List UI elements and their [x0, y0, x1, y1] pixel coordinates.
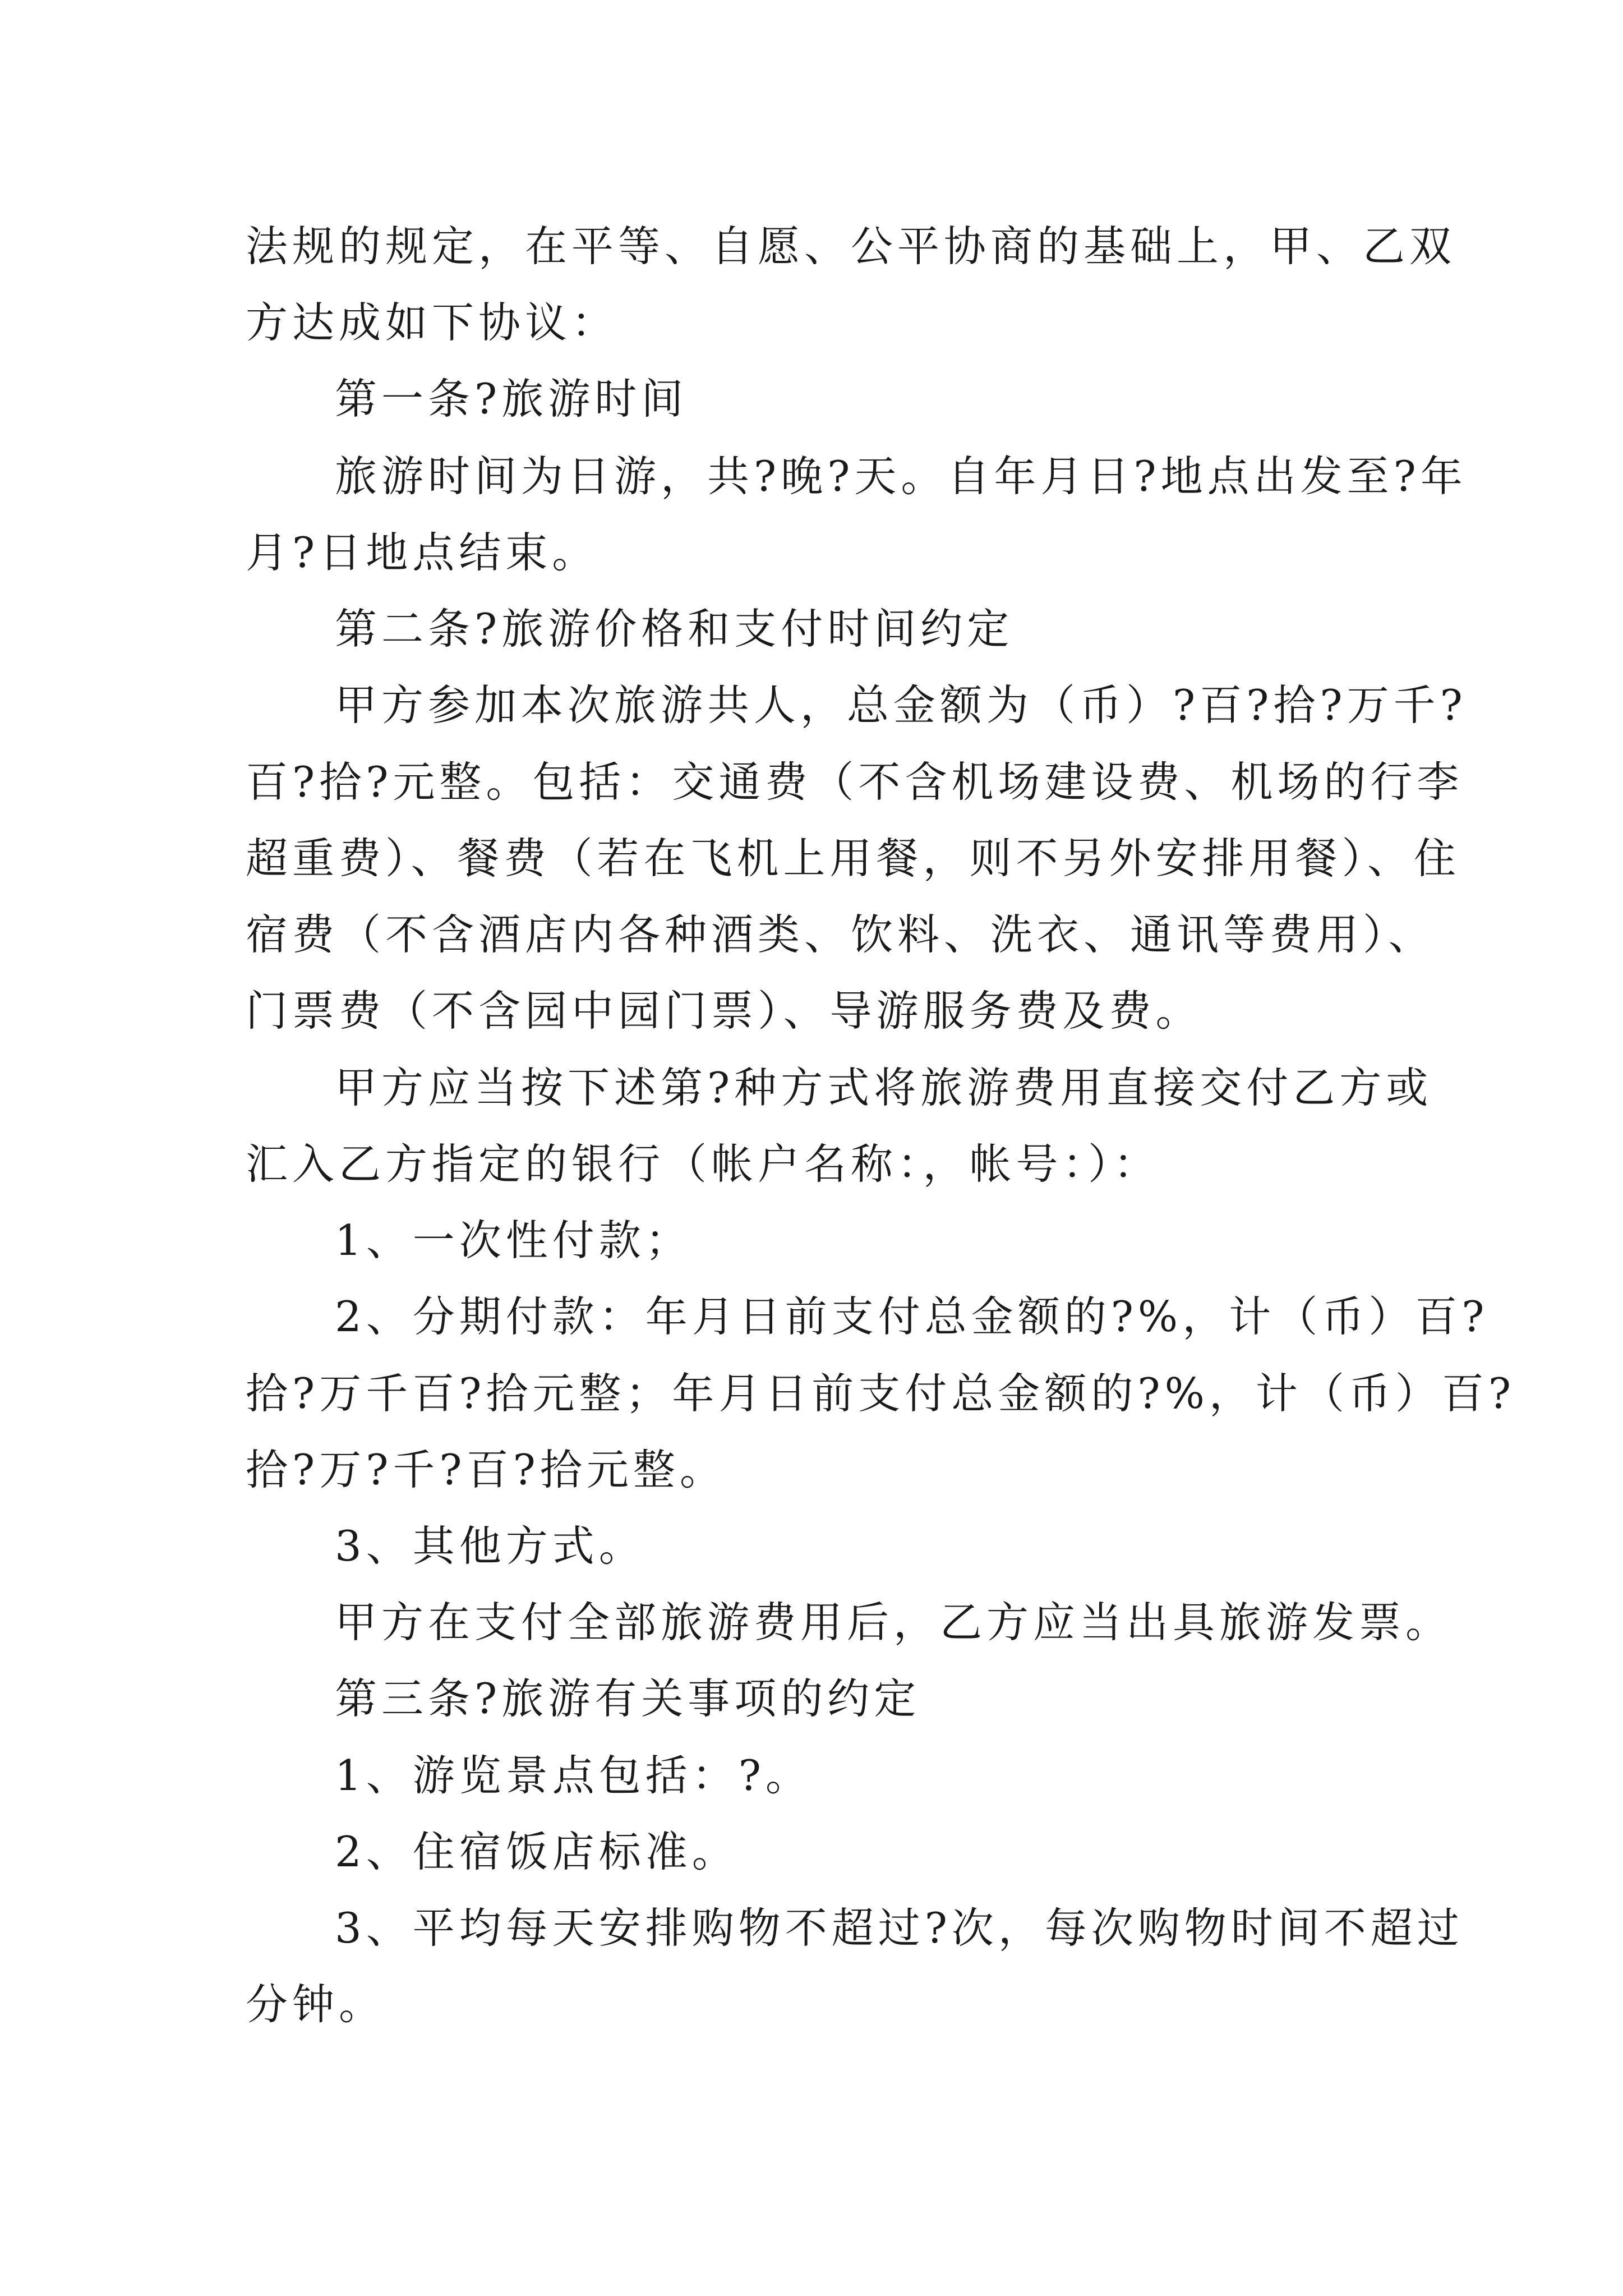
section-heading: 第一条?旅游时间 [335, 374, 688, 424]
text-line: 宿费（不含酒店内各种酒类、饮料、洗衣、通讯等费用）、 [246, 910, 1435, 959]
text-line: 拾?万千百?拾元整；年月日前支付总金额的?%，计（币）百? [246, 1369, 1516, 1418]
list-item: 2、分期付款：年月日前支付总金额的?%，计（币）百? [335, 1292, 1489, 1341]
text-line: 甲方在支付全部旅游费用后，乙方应当出具旅游发票。 [335, 1598, 1453, 1647]
list-item: 2、住宿饭店标准。 [335, 1827, 739, 1876]
text-line: 甲方应当按下述第?种方式将旅游费用直接交付乙方或 [335, 1063, 1433, 1112]
text-line: 百?拾?元整。包括：交通费（不含机场建设费、机场的行李 [246, 757, 1464, 807]
text-line: 分钟。 [246, 1980, 386, 2029]
text-line: 门票费（不含园中园门票）、导游服务费及费。 [246, 986, 1202, 1036]
text-line: 旅游时间为日游，共?晚?天。自年月日?地点出发至?年 [335, 452, 1467, 501]
section-heading: 第二条?旅游价格和支付时间约定 [335, 604, 1014, 654]
text-line: 方达成如下协议： [246, 298, 619, 347]
list-item: 1、一次性付款； [335, 1216, 692, 1265]
text-line: 汇入乙方指定的银行（帐户名称：，帐号：）： [246, 1139, 1160, 1189]
text-line: 甲方参加本次旅游共人，总金额为（币）?百?拾?万千? [335, 680, 1467, 730]
text-line: 法规的规定，在平等、自愿、公平协商的基础上，甲、乙双 [246, 222, 1456, 271]
list-item: 1、游览景点包括：?。 [335, 1751, 812, 1800]
text-line: 月?日地点结束。 [246, 528, 599, 577]
list-item: 3、其他方式。 [335, 1521, 645, 1571]
text-line: 超重费）、餐费（若在飞机上用餐，则不另外安排用餐）、住 [246, 834, 1461, 883]
list-item: 3、平均每天安排购物不超过?次，每次购物时间不超过 [335, 1903, 1464, 1953]
section-heading: 第三条?旅游有关事项的约定 [335, 1674, 921, 1723]
text-line: 拾?万?千?百?拾元整。 [246, 1445, 726, 1494]
